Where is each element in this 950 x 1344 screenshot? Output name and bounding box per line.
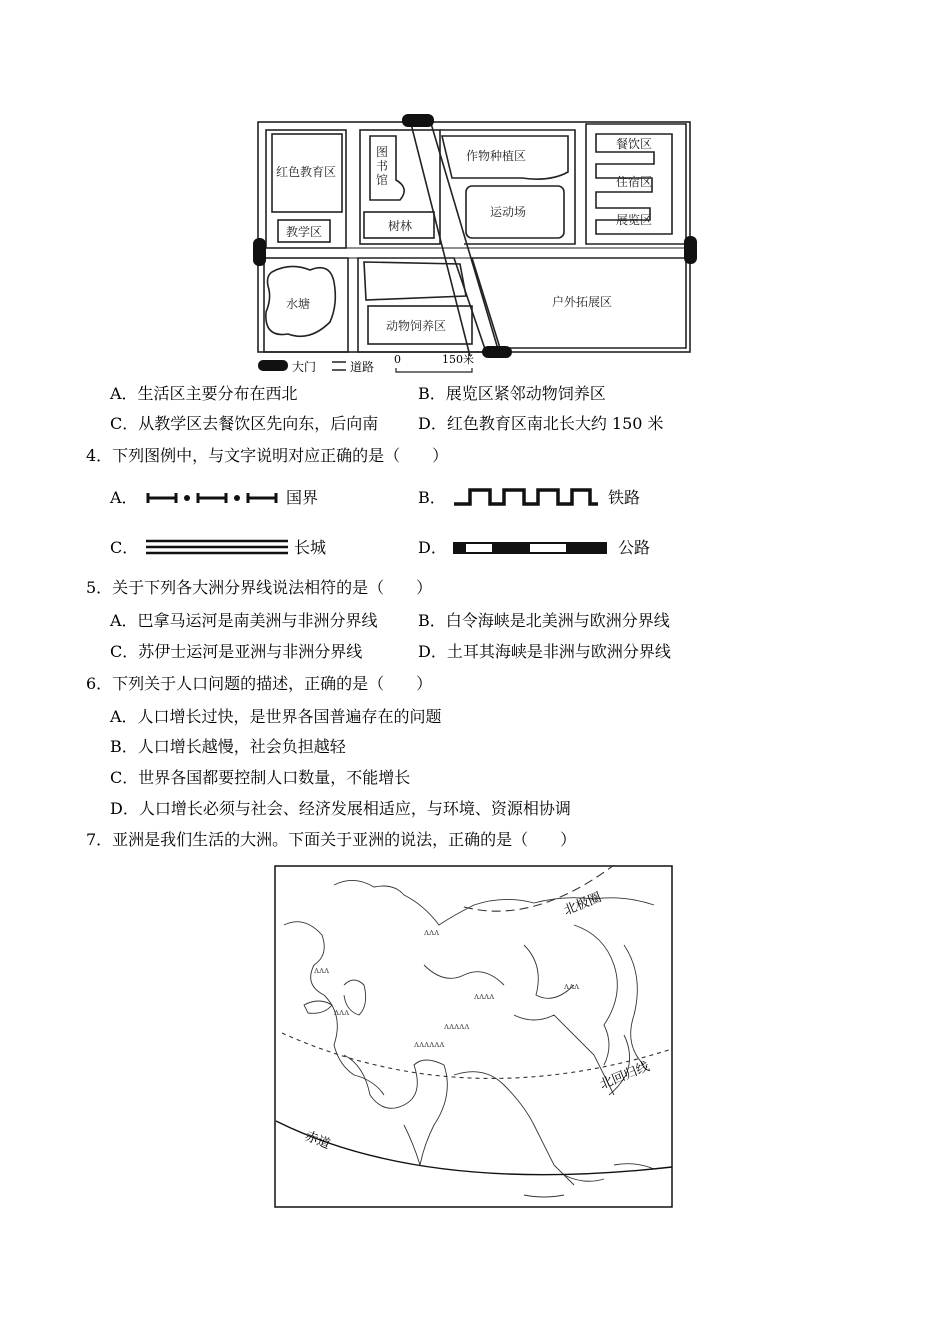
svg-text:ᴧᴧᴧ: ᴧᴧᴧ [424,928,440,938]
label-crop: 作物种植区 [466,149,527,163]
great-wall-symbol-icon [144,537,290,557]
label-library-3: 馆 [376,173,389,187]
gate-south [482,346,512,358]
q7-stem: 7．亚洲是我们生活的大洲。下面关于亚洲的说法，正确的是（ ） [86,830,577,849]
gate-west [253,238,266,266]
label-equator: 赤道 [302,1128,333,1153]
svg-text:ᴧᴧᴧᴧᴧ: ᴧᴧᴧᴧᴧ [444,1022,470,1032]
q3-option-d[interactable]: D．红色教育区南北长大约 150 米 [418,414,664,433]
q4-option-d-text: 公路 [618,538,651,557]
label-animal: 动物饲养区 [386,319,447,333]
label-pond: 水塘 [286,297,311,311]
q5-option-d[interactable]: D．土耳其海峡是非洲与欧洲分界线 [418,642,671,661]
label-library-1: 图 [376,145,389,159]
label-tropic: 北回归线 [597,1059,652,1093]
gate-east [684,236,697,264]
highway-symbol-icon [452,541,608,555]
scale-bar [396,368,472,372]
q4-stem: 4．下列图例中，与文字说明对应正确的是（ ） [86,446,449,465]
label-teaching: 教学区 [286,225,323,239]
q5-option-a[interactable]: A．巴拿马运河是南美洲与非洲分界线 [110,611,378,630]
campus-map [250,112,710,380]
label-library-2: 书 [376,159,389,173]
q4-option-c-letter[interactable]: C． [110,538,139,557]
svg-text:ᴧᴧᴧᴧ: ᴧᴧᴧᴧ [474,992,495,1002]
q6-option-b[interactable]: B．人口增长越慢，社会负担越轻 [110,737,346,756]
q6-option-c[interactable]: C．世界各国都要控制人口数量，不能增长 [110,768,411,787]
q6-stem: 6．下列关于人口问题的描述，正确的是（ ） [86,674,433,693]
q4-option-c-text: 长城 [294,538,327,557]
q4-option-b-text: 铁路 [608,488,641,507]
legend-road-icon [332,362,346,370]
svg-text:ᴧᴧᴧ: ᴧᴧᴧ [334,1008,350,1018]
q5-option-c[interactable]: C．苏伊士运河是亚洲与非洲分界线 [110,642,363,661]
label-red-edu: 红色教育区 [276,165,337,179]
q4-option-d-letter[interactable]: D． [418,538,447,557]
label-trees: 树林 [388,219,413,233]
q4-option-a-text: 国界 [286,488,319,507]
q6-option-a[interactable]: A．人口增长过快，是世界各国普遍存在的问题 [110,707,442,726]
q6-option-d[interactable]: D．人口增长必须与社会、经济发展相适应，与环境、资源相协调 [110,799,571,818]
railway-symbol-icon [452,486,602,508]
label-dining: 餐饮区 [616,137,653,151]
label-arctic: 北极圈 [561,890,604,919]
asia-map [274,865,674,1209]
legend-scale-zero: 0 [394,353,401,366]
label-sports: 运动场 [490,205,527,219]
svg-text:ᴧᴧᴧ: ᴧᴧᴧ [564,982,580,992]
q3-option-b[interactable]: B．展览区紧邻动物饲养区 [418,384,606,403]
label-lodging: 住宿区 [616,175,653,189]
legend-gate: 大门 [292,360,317,374]
legend-scale-dist: 150米 [442,353,474,366]
gate-north [402,114,434,127]
q4-option-b-letter[interactable]: B． [418,488,446,507]
svg-text:ᴧᴧᴧ: ᴧᴧᴧ [314,966,330,976]
label-outdoor: 户外拓展区 [552,295,613,309]
svg-text:ᴧᴧᴧᴧᴧᴧ: ᴧᴧᴧᴧᴧᴧ [414,1040,445,1050]
q5-stem: 5．关于下列各大洲分界线说法相符的是（ ） [86,578,433,597]
legend-gate-icon [258,360,288,371]
q3-option-c[interactable]: C．从教学区去餐饮区先向东，后向南 [110,414,379,433]
q4-option-a-letter[interactable]: A． [110,488,138,507]
border-symbol-icon [146,490,280,506]
q3-option-a[interactable]: A．生活区主要分布在西北 [110,384,298,403]
q5-option-b[interactable]: B．白令海峡是北美洲与欧洲分界线 [418,611,670,630]
label-exhibit: 展览区 [616,213,653,227]
legend-road: 道路 [350,360,375,374]
